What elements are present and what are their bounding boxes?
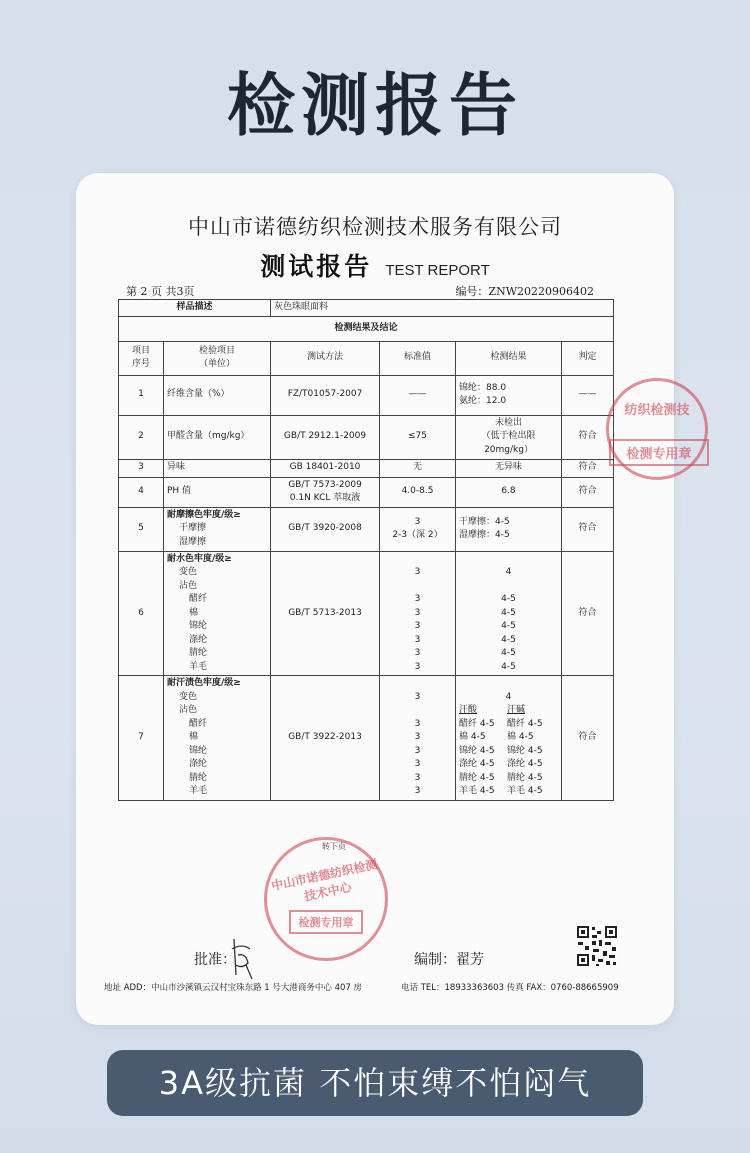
- qr-code-icon: [576, 925, 618, 967]
- side-stamp: 纺织检测技 检测专用章: [606, 378, 708, 480]
- feature-banner: 3A级抗菌 不怕束缚不怕闷气: [107, 1050, 643, 1116]
- signature-mark: [228, 935, 256, 981]
- sample-label: 样品描述: [119, 300, 271, 317]
- header-result: 检测结果: [456, 341, 562, 375]
- address-line: 地址 ADD：中山市沙溪镇云汉村宝珠东路 1 号大港商务中心 407 房: [104, 983, 363, 993]
- sample-value: 灰色珠眼面料: [271, 300, 614, 317]
- header-seq: 项目 序号: [119, 341, 164, 375]
- header-row: [119, 341, 614, 375]
- report-title-en: TEST REPORT: [385, 262, 490, 279]
- header-standard: 标准值: [380, 341, 456, 375]
- approve-label: 批准：: [194, 952, 236, 968]
- table-row: 3 异味 GB 18401-2010 无 无异味 符合: [119, 459, 614, 477]
- report-card: [76, 173, 692, 1025]
- report-title: [76, 247, 674, 283]
- table-row: 6 耐水色牢度/级≥ 变色 沾色 醋纤 棉 锦纶 涤纶 腈纶 羊毛 GB/T 5713-2013 3 3 3 3 3 3 3 4 4-5 4-5 4-5 4-5 4-5 4-5 符合: [119, 551, 614, 676]
- section-row: [119, 316, 614, 341]
- page-title: 检测报告: [226, 67, 523, 146]
- continued-note: 转下页: [322, 842, 346, 851]
- results-table: [118, 299, 614, 801]
- editor-field: 编制：翟芳: [414, 952, 484, 968]
- section-title: 检测结果及结论: [119, 316, 614, 341]
- header-verdict: 判定: [562, 341, 614, 375]
- report-number: 编号：ZNW20220906402: [455, 285, 594, 298]
- table-row: 7 耐汗渍色牢度/级≥ 变色 沾色 醋纤 棉 锦纶 涤纶 腈纶 羊毛 GB/T 3922-2013 3 3 3 3 3 3 3 4 汗酸 汗碱 醋纤 4-5 醋纤 4-5 棉 4-5 棉 4-5 锦纶 4-5 锦纶 4-5 涤纶 4-5 涤纶 4-5 腈纶 4-5 腈纶 4-5 羊毛 4-5 羊毛 4-5 符合: [119, 676, 614, 801]
- table-row: 2 甲醛含量（mg/kg） GB/T 2912.1-2009 ≤75 未检出 （低于检出限 20mg/kg） 符合: [119, 415, 614, 459]
- table-row: 4 PH 值 GB/T 7573-2009 0.1N KCL 萃取液 4.0-8.5 6.8 符合: [119, 477, 614, 507]
- table-row: 5 耐摩擦色牢度/级≥ 干摩擦 湿摩擦 GB/T 3920-2008 3 2-3（深 2） 干摩擦：4-5 湿摩擦：4-5 符合: [119, 507, 614, 551]
- header-method: 测试方法: [271, 341, 380, 375]
- sample-row: [119, 300, 614, 317]
- header-item: 检验项目 （单位）: [164, 341, 271, 375]
- report-title-cn: 测试报告: [260, 252, 373, 281]
- page-info: 第 2 页 共3页: [126, 285, 195, 298]
- table-row: 1 纤维含量（%） FZ/T01057-2007 —— 锦纶：88.0 氨纶：12.0 ——: [119, 375, 614, 415]
- company-stamp: 中山市诺德纺织检测技术中心 检测专用章: [264, 837, 388, 961]
- company-name: 中山市诺德纺织检测技术服务有限公司: [188, 215, 562, 239]
- contact-line: 电话 TEL：18933363603 传真 FAX：0760-88665909: [401, 983, 619, 993]
